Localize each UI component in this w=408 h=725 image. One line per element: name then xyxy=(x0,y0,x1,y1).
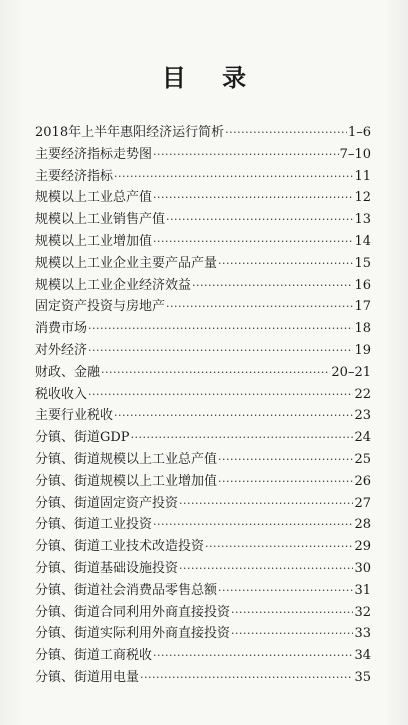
toc-leader-dots xyxy=(205,536,353,558)
toc-entry xyxy=(35,253,371,275)
toc-entry xyxy=(35,471,371,493)
toc-entry-page: 15 xyxy=(354,255,371,271)
toc-entry-label: 固定资产投资与房地产 xyxy=(35,299,166,315)
toc-entry xyxy=(35,296,371,318)
toc-leader-dots xyxy=(218,449,353,471)
toc-leader-dots xyxy=(225,122,347,144)
toc-entry-label: 规模以上工业企业经济效益 xyxy=(35,277,192,293)
toc-entry-label: 税收收入 xyxy=(35,386,88,402)
toc-entry xyxy=(35,427,371,449)
toc-leader-dots xyxy=(88,318,353,340)
toc-entry xyxy=(35,275,371,297)
toc-entry-page: 19 xyxy=(354,342,371,358)
toc-entry-page: 11 xyxy=(354,168,371,184)
toc-leader-dots xyxy=(114,405,353,427)
toc-entry-label: 分镇、街道规模以上工业增加值 xyxy=(35,473,218,489)
toc-entry xyxy=(35,122,371,144)
toc-entry xyxy=(35,340,371,362)
toc-entry xyxy=(35,667,371,689)
toc-entry-label: 主要经济指标走势图 xyxy=(35,146,153,162)
toc-entry-page: 23 xyxy=(354,408,371,424)
toc-entry-label: 分镇、街道规模以上工业总产值 xyxy=(35,451,218,467)
table-of-contents xyxy=(35,122,371,689)
toc-entry-label: 对外经济 xyxy=(35,342,88,358)
toc-entry xyxy=(35,384,371,406)
toc-entry xyxy=(35,209,371,231)
toc-leader-dots xyxy=(153,645,353,667)
toc-entry-page: 24 xyxy=(354,430,371,446)
toc-entry-page: 32 xyxy=(354,604,371,620)
toc-entry-label: 2018年上半年惠阳经济运行简析 xyxy=(35,125,225,140)
toc-leader-dots xyxy=(114,166,353,188)
toc-leader-dots xyxy=(218,471,353,493)
toc-leader-dots xyxy=(153,231,353,253)
toc-entry xyxy=(35,558,371,580)
toc-entry xyxy=(35,623,371,645)
toc-entry-label: 分镇、街道社会消费品零售总额 xyxy=(35,582,218,598)
toc-entry-page: 28 xyxy=(354,517,371,533)
toc-leader-dots xyxy=(88,384,353,406)
toc-entry xyxy=(35,514,371,536)
toc-entry-label: 分镇、街道工业技术改造投资 xyxy=(35,539,205,555)
toc-leader-dots xyxy=(192,275,353,297)
toc-leader-dots xyxy=(131,427,354,449)
toc-leader-dots xyxy=(231,602,353,624)
toc-leader-dots xyxy=(88,340,353,362)
toc-entry-label: 规模以上工业总产值 xyxy=(35,190,153,206)
toc-entry-label: 规模以上工业增加值 xyxy=(35,233,153,249)
toc-entry-label: 分镇、街道固定资产投资 xyxy=(35,495,179,511)
toc-entry-label: 分镇、街道实际利用外商直接投资 xyxy=(35,626,231,642)
toc-entry-page: 30 xyxy=(354,560,371,576)
toc-entry-page: 33 xyxy=(354,626,371,642)
toc-entry xyxy=(35,318,371,340)
toc-entry xyxy=(35,187,371,209)
toc-leader-dots xyxy=(101,362,330,384)
page-title: 目 录 xyxy=(161,64,261,92)
toc-entry-label: 分镇、街道GDP xyxy=(35,430,130,446)
toc-entry-label: 分镇、街道工商税收 xyxy=(35,648,153,664)
toc-entry xyxy=(35,231,371,253)
toc-leader-dots xyxy=(218,253,353,275)
toc-entry-page: 22 xyxy=(354,386,371,402)
toc-leader-dots xyxy=(166,296,353,318)
toc-entry-page: 1–6 xyxy=(347,125,371,140)
toc-entry-label: 规模以上工业企业主要产品产量 xyxy=(35,255,218,271)
toc-entry-label: 主要经济指标 xyxy=(35,168,114,184)
toc-entry-page: 25 xyxy=(354,451,371,467)
toc-entry xyxy=(35,493,371,515)
toc-entry-label: 分镇、街道工业投资 xyxy=(35,517,153,533)
toc-leader-dots xyxy=(153,144,339,166)
toc-leader-dots xyxy=(179,558,353,580)
toc-entry-page: 20–21 xyxy=(331,364,371,380)
toc-leader-dots xyxy=(231,623,353,645)
toc-entry-page: 12 xyxy=(354,190,371,206)
toc-entry xyxy=(35,144,371,166)
toc-entry-label: 财政、金融 xyxy=(35,364,101,380)
toc-leader-dots xyxy=(153,187,353,209)
toc-entry-label: 分镇、街道基础设施投资 xyxy=(35,560,179,576)
toc-entry xyxy=(35,536,371,558)
toc-leader-dots xyxy=(140,667,353,689)
toc-leader-dots xyxy=(166,209,353,231)
toc-entry-label: 消费市场 xyxy=(35,321,88,337)
toc-entry-label: 分镇、街道合同利用外商直接投资 xyxy=(35,604,231,620)
toc-entry-page: 35 xyxy=(354,669,371,685)
toc-entry-page: 34 xyxy=(354,648,371,664)
toc-entry-page: 17 xyxy=(354,299,371,315)
toc-entry-label: 主要行业税收 xyxy=(35,408,114,424)
toc-entry-label: 分镇、街道用电量 xyxy=(35,669,140,685)
toc-entry-page: 7–10 xyxy=(339,146,371,162)
toc-entry-label: 规模以上工业销售产值 xyxy=(35,212,166,228)
toc-entry-page: 18 xyxy=(354,321,371,337)
toc-entry-page: 14 xyxy=(354,233,371,249)
toc-entry-page: 29 xyxy=(354,539,371,555)
toc-entry xyxy=(35,405,371,427)
toc-entry-page: 13 xyxy=(354,212,371,228)
toc-entry xyxy=(35,602,371,624)
toc-entry-page: 31 xyxy=(354,582,371,598)
toc-entry xyxy=(35,449,371,471)
toc-entry xyxy=(35,362,371,384)
toc-entry-page: 27 xyxy=(354,495,371,511)
toc-entry-page: 26 xyxy=(354,473,371,489)
toc-leader-dots xyxy=(153,514,353,536)
toc-entry-page: 16 xyxy=(354,277,371,293)
toc-entry xyxy=(35,166,371,188)
toc-entry xyxy=(35,645,371,667)
toc-leader-dots xyxy=(218,580,353,602)
toc-entry xyxy=(35,580,371,602)
toc-leader-dots xyxy=(179,493,353,515)
